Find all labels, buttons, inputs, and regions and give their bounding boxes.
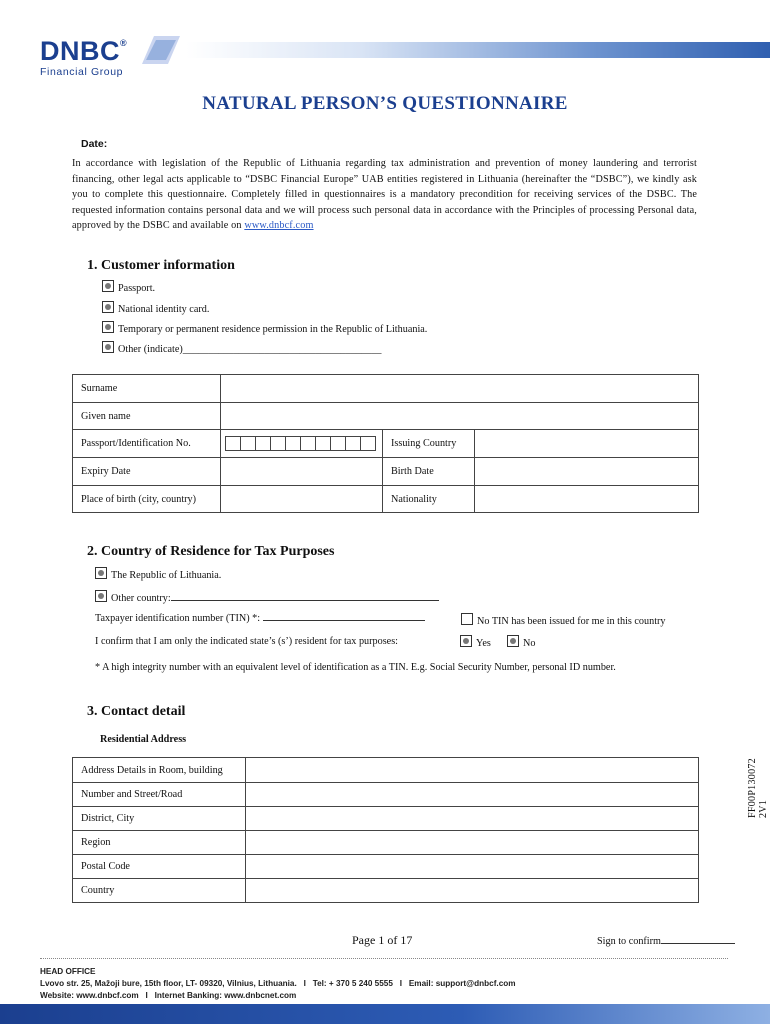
region-field[interactable]: [246, 831, 699, 855]
option-national-id[interactable]: [102, 301, 209, 315]
issuing-country-field[interactable]: [475, 430, 699, 458]
radio-icon[interactable]: [102, 280, 114, 292]
passport-number-field[interactable]: [221, 430, 383, 458]
postal-code-field[interactable]: [246, 855, 699, 879]
birth-date-label: Birth Date: [383, 458, 475, 486]
option-label: The Republic of Lithuania.: [111, 570, 222, 581]
tin-field[interactable]: [263, 620, 425, 621]
tin-label: Taxpayer identification number (TIN) *:: [95, 613, 261, 624]
sign-label: Sign to confirm: [597, 936, 661, 947]
signature-field[interactable]: [661, 943, 735, 944]
option-label: Other country:: [111, 593, 171, 604]
document-code: FF00P130072 2V1: [747, 758, 769, 818]
radio-icon[interactable]: [102, 301, 114, 313]
office-email[interactable]: Email: support@dnbcf.com: [408, 979, 516, 988]
office-telephone: Tel: + 370 5 240 5555: [312, 979, 393, 988]
address-details-label: Address Details in Room, building: [73, 758, 246, 783]
no-tin-label: No TIN has been issued for me in this country: [477, 616, 666, 627]
company-logo: [40, 30, 180, 78]
yes-label: Yes: [476, 638, 491, 649]
radio-icon[interactable]: [460, 635, 472, 647]
place-of-birth-field[interactable]: [221, 486, 383, 513]
page-title: NATURAL PERSON’S QUESTIONNAIRE: [202, 93, 568, 114]
separator: I: [399, 979, 403, 988]
street-label: Number and Street/Road: [73, 783, 246, 807]
radio-icon[interactable]: [95, 590, 107, 602]
website-link[interactable]: www.dnbcf.com: [244, 220, 314, 232]
logo-swoosh-icon: [136, 32, 182, 68]
logo-wordmark: DNBC: [40, 36, 120, 66]
sign-to-confirm[interactable]: [597, 936, 735, 947]
issuing-country-label: Issuing Country: [383, 430, 475, 458]
expiry-date-label: Expiry Date: [73, 458, 221, 486]
no-tin-option[interactable]: [461, 613, 666, 627]
option-label: Passport.: [118, 283, 156, 294]
confirm-yes-option[interactable]: [460, 635, 491, 649]
radio-icon[interactable]: [102, 341, 114, 353]
option-residence-permit[interactable]: [102, 321, 427, 335]
place-of-birth-label: Place of birth (city, country): [73, 486, 221, 513]
checkbox-icon[interactable]: [461, 613, 473, 625]
surname-label: Surname: [73, 375, 221, 403]
other-country-field[interactable]: [171, 600, 439, 601]
given-name-label: Given name: [73, 403, 221, 430]
given-name-field[interactable]: [221, 403, 699, 430]
option-lithuania[interactable]: [95, 567, 221, 581]
logo-subtitle: Financial Group: [40, 66, 124, 78]
radio-icon[interactable]: [507, 635, 519, 647]
date-label: Date:: [81, 138, 108, 150]
country-label: Country: [73, 879, 246, 903]
footer-bar: [0, 1004, 770, 1024]
surname-field[interactable]: [221, 375, 699, 403]
radio-icon[interactable]: [102, 321, 114, 333]
option-label: Other (indicate)_______________________________________: [118, 344, 382, 355]
contact-table: [72, 757, 699, 903]
tin-footnote: * A high integrity number with an equivalent level of identification as a TIN. E.g. Social Security Number, personal ID number.: [95, 662, 616, 673]
confirm-label: I confirm that I am only the indicated state’s (s’) resident for tax purposes:: [95, 636, 398, 647]
option-other[interactable]: [102, 341, 381, 355]
expiry-date-field[interactable]: [221, 458, 383, 486]
section-2-heading: 2. Country of Residence for Tax Purposes: [87, 544, 335, 559]
confirm-no-option[interactable]: [507, 635, 535, 649]
section-1-heading: 1. Customer information: [87, 258, 235, 273]
nationality-label: Nationality: [383, 486, 475, 513]
option-label: National identity card.: [118, 304, 210, 315]
residential-address-heading: Residential Address: [100, 734, 187, 745]
logo-registered-mark: ®: [120, 38, 128, 48]
website-text[interactable]: Website: www.dnbcf.com: [40, 991, 139, 1000]
radio-icon[interactable]: [95, 567, 107, 579]
office-address: Lvovo str. 25, Mažoji bure, 15th floor, LT- 09320, Vilnius, Lithuania.: [40, 979, 297, 988]
tin-row: [95, 613, 425, 624]
passport-digit-boxes[interactable]: [225, 436, 376, 451]
option-other-country[interactable]: [95, 590, 439, 604]
footer-contact-line: [40, 979, 516, 988]
no-label: No: [523, 638, 536, 649]
footer-divider: [40, 958, 728, 959]
intro-text: In accordance with legislation of the Republic of Lithuania regarding tax administration and prevention of money laundering and terrorist financing, other legal acts applicable to “DSBC Financial Europe” UAB entities registered in Lithuania (hereinafter the “DSBC”), we kindly ask you to complete this questionnaire. Completely filled in questionnaires is a mandatory precondition for receiving services of the DSBC. The requested information contains personal data and we will process such personal data in accordance with the Principles of processing Personal data, approved by the DSBC and available on: [72, 158, 697, 232]
header-bar: [186, 42, 770, 58]
district-city-label: District, City: [73, 807, 246, 831]
region-label: Region: [73, 831, 246, 855]
district-city-field[interactable]: [246, 807, 699, 831]
internet-banking-text[interactable]: Internet Banking: www.dnbcnet.com: [154, 991, 297, 1000]
street-field[interactable]: [246, 783, 699, 807]
option-label: Temporary or permanent residence permission in the Republic of Lithuania.: [118, 324, 428, 335]
postal-code-label: Postal Code: [73, 855, 246, 879]
footer-web-line: [40, 991, 296, 1000]
intro-paragraph: [72, 156, 697, 234]
separator: I: [303, 979, 306, 988]
section-3-heading: 3. Contact detail: [87, 704, 186, 719]
customer-info-table: [72, 374, 699, 513]
country-field[interactable]: [246, 879, 699, 903]
birth-date-field[interactable]: [475, 458, 699, 486]
separator: I: [145, 991, 148, 1000]
nationality-field[interactable]: [475, 486, 699, 513]
head-office-label: HEAD OFFICE: [40, 967, 96, 976]
address-details-field[interactable]: [246, 758, 699, 783]
option-passport[interactable]: [102, 280, 155, 294]
passport-label: Passport/Identification No.: [73, 430, 221, 458]
page-number: Page 1 of 17: [352, 933, 413, 947]
